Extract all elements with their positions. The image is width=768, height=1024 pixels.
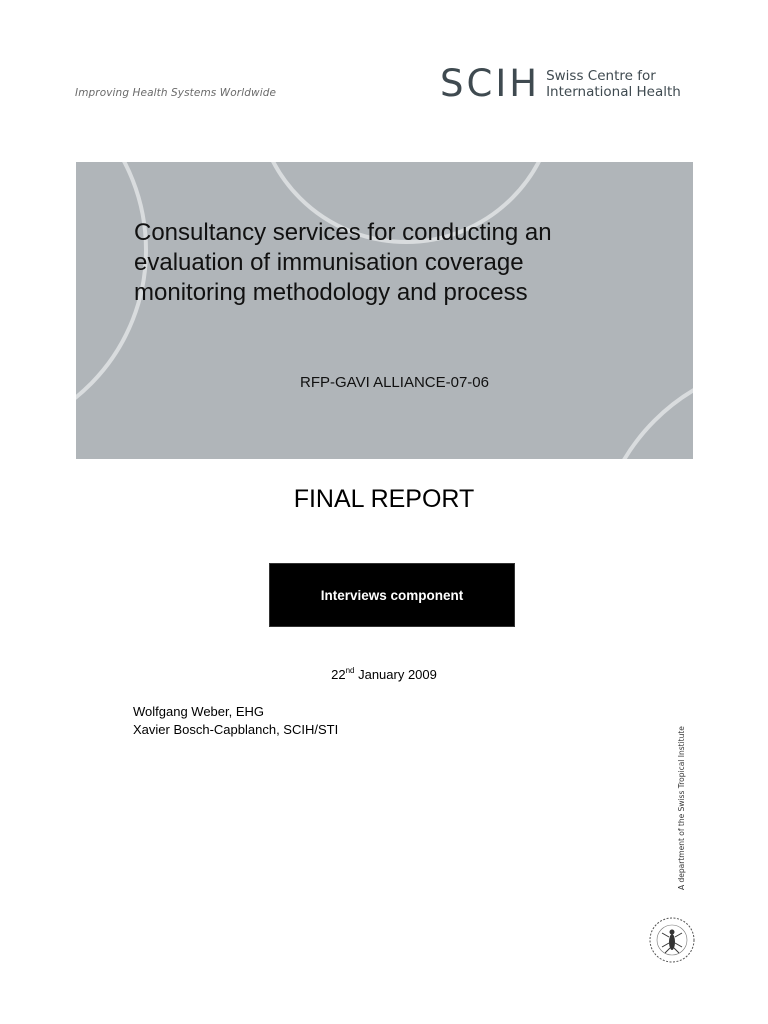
report-date: [0, 667, 768, 682]
rfp-reference: RFP-GAVI ALLIANCE-07-06: [300, 374, 489, 391]
authors: [133, 703, 338, 739]
swiss-tropical-institute-seal-icon: [647, 915, 697, 965]
component-label: Interviews component: [320, 587, 464, 603]
tagline: Improving Health Systems Worldwide: [75, 87, 277, 99]
document-title: [134, 218, 634, 308]
title-line: evaluation of immunisation coverage: [134, 249, 524, 276]
date-suffix: nd: [345, 666, 355, 675]
scih-logo: [440, 64, 681, 104]
author-line: Wolfgang Weber, EHG: [133, 704, 265, 719]
report-heading: FINAL REPORT: [293, 485, 475, 513]
date-day: 22: [331, 667, 346, 682]
logo-mark: SCIH: [440, 62, 541, 105]
department-note: A department of the Swiss Tropical Institute: [677, 726, 686, 890]
logo-line-2: International Health: [546, 84, 681, 100]
title-line: Consultancy services for conducting an: [134, 219, 552, 246]
title-line: monitoring methodology and process: [134, 279, 528, 306]
component-label-box: [269, 563, 515, 627]
author-line: Xavier Bosch-Capblanch, SCIH/STI: [133, 722, 339, 737]
banner-decorative-arcs: [76, 162, 693, 459]
logo-line-1: Swiss Centre for: [546, 68, 656, 84]
date-rest: January 2009: [354, 667, 437, 682]
title-banner: [76, 162, 693, 459]
logo-text: [546, 68, 681, 100]
